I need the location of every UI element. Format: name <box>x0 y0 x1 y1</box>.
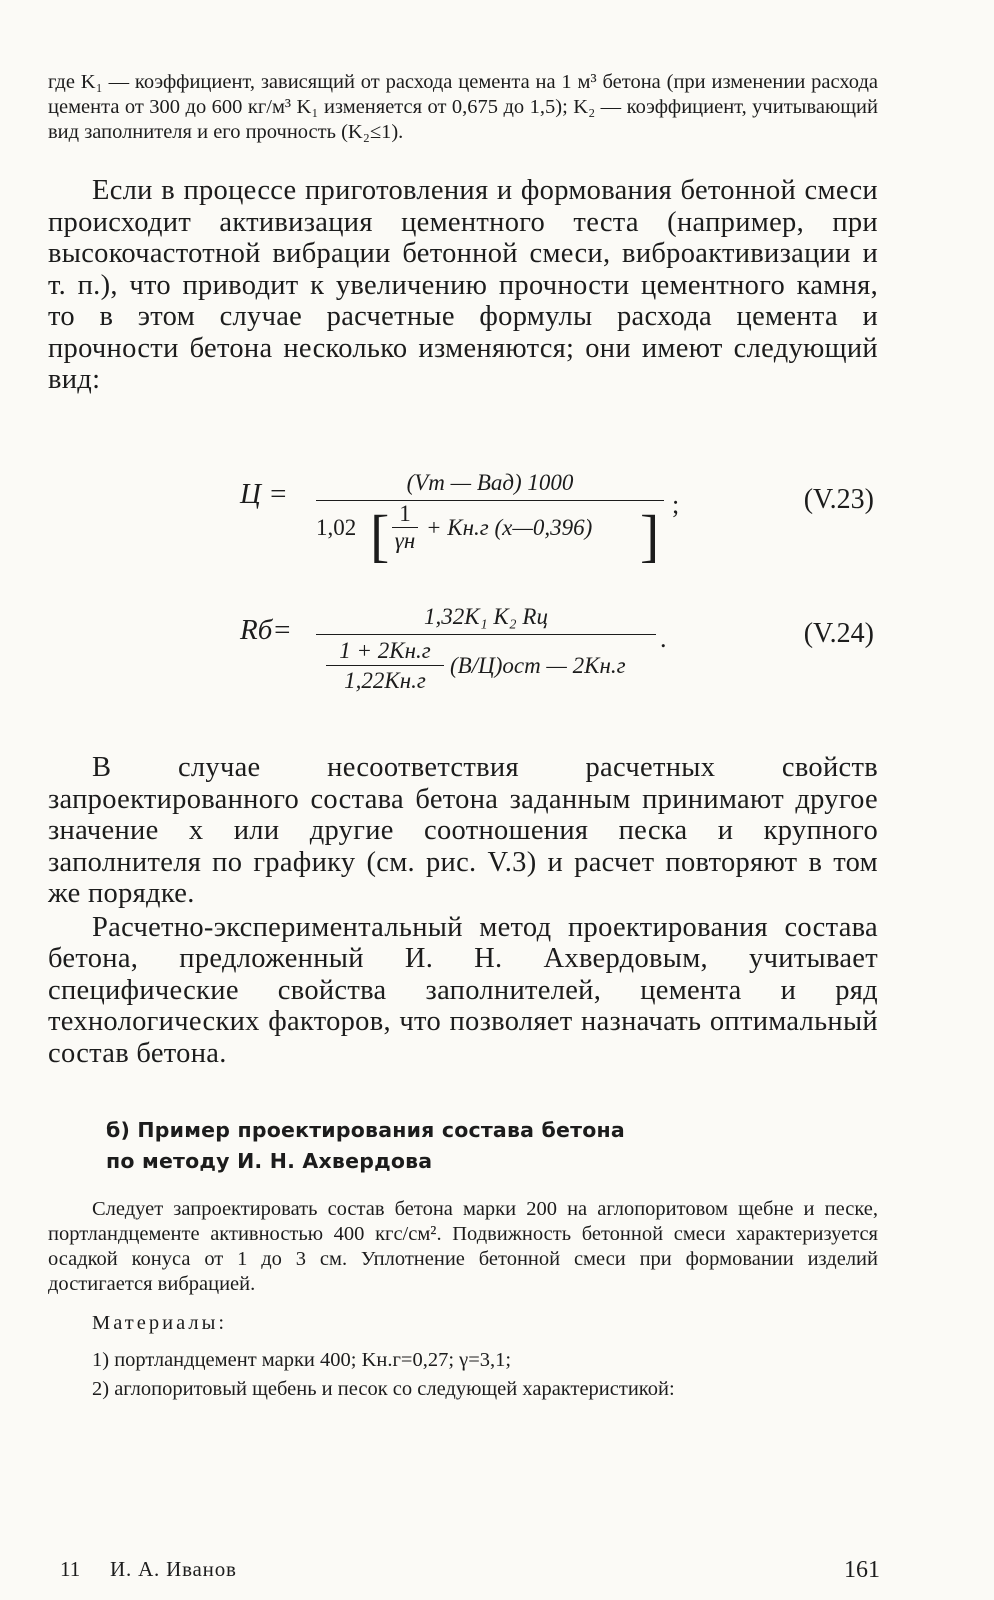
section-heading-line1: б) Пример проектирования состава бетона <box>106 1118 625 1142</box>
formula-v24-lhs: Rб= <box>240 614 292 646</box>
formula-v23-numerator: (Vт — Вад) 1000 <box>406 470 574 495</box>
materials-label: Материалы: <box>92 1312 228 1334</box>
page-content <box>48 70 878 396</box>
footer-author: И. А. Иванов <box>110 1557 237 1581</box>
footer-sheet-number: 11 <box>60 1557 81 1581</box>
section-heading <box>106 1115 878 1177</box>
equation-number-v23: (V.23) <box>803 484 874 515</box>
formula-v23-fraction <box>316 470 664 571</box>
formula-v23-lhs: Ц = <box>240 478 288 510</box>
bracket-right: ] <box>640 503 660 568</box>
formula-v24-inner-fraction: 1 + 2Kн.г 1,22Kн.г <box>326 637 444 696</box>
section-heading-line2: по методу И. Н. Ахвердова <box>106 1149 433 1173</box>
page-content-lower <box>48 752 878 1402</box>
formula-v24-fraction <box>316 604 656 705</box>
bracket-left: [ <box>370 503 390 568</box>
page-number: 161 <box>844 1557 880 1583</box>
paragraph-activation: Если в процессе приготовления и формования бетонной смеси происходит активизация цементного теста (например, при высокочастотной вибрации бетонной смеси, виброактивизации и т. п.), что приводит к увеличению прочности цементного камня, то в этом случае расчетные формулы расхода цемента и прочности бетона несколько изменяются; они имеют следующий вид: <box>48 175 878 395</box>
formula-v24 <box>48 604 878 714</box>
materials-item-1: 1) портландцемент марки 400; Kн.г=0,27; γ=3,1; <box>92 1349 512 1371</box>
materials-item-2: 2) аглопоритовый щебень и песок со следующей характеристикой: <box>92 1378 675 1400</box>
formula-v24-den-rest: (В/Ц)ост — 2Kн.г <box>450 653 626 678</box>
formula-v23-denominator <box>316 500 664 571</box>
formula-v24-denominator <box>316 634 656 705</box>
equation-number-v24: (V.24) <box>803 618 874 649</box>
paragraph-mismatch: В случае несоответствия расчетных свойств запроектированного состава бетона заданным принимают другое значение x или другие соотношения песка и крупного заполнителя по графику (см. рис. V.3) и расчет повторяют в том же порядке. <box>48 752 878 909</box>
paragraph-task: Следует запроектировать состав бетона марки 200 на аглопоритовом щебне и песке, портландцементе активностью 400 кгс/см². Подвижность бетонной смеси характеризуется осадкой конуса от 1 до 3 см. Уплотнение бетонной смеси при формовании изделий достигается вибрацией. <box>48 1198 878 1295</box>
formula-v23-trail: ; <box>672 490 680 519</box>
formula-v24-numerator: 1,32K₁ K₂ Rц <box>424 604 548 629</box>
paragraph-coefficients: где K₁ — коэффициент, зависящий от расхода цемента на 1 м³ бетона (при изменении расхода цемента от 300 до 600 кг/м³ K₁ изменяется от 0,675 до 1,5); K₂ — коэффициент, учитывающий вид заполнителя и его прочность (K₂≤1). <box>48 71 878 143</box>
formula-v23-den-coef: 1,02 <box>316 515 357 540</box>
formula-v23-inner-fraction: 1 γн <box>392 501 418 554</box>
formula-v24-trail: . <box>660 624 667 653</box>
paragraph-method: Расчетно-экспериментальный метод проектирования состава бетона, предложенный И. Н. Ахвердовым, учитывает специфические свойства заполнителей, цемента и ряд технологических факторов, что позволяет назначать оптимальный состав бетона. <box>48 911 878 1069</box>
formula-v23 <box>48 470 878 580</box>
formula-v23-den-rest: + Kн.г (x—0,396) <box>426 515 593 540</box>
